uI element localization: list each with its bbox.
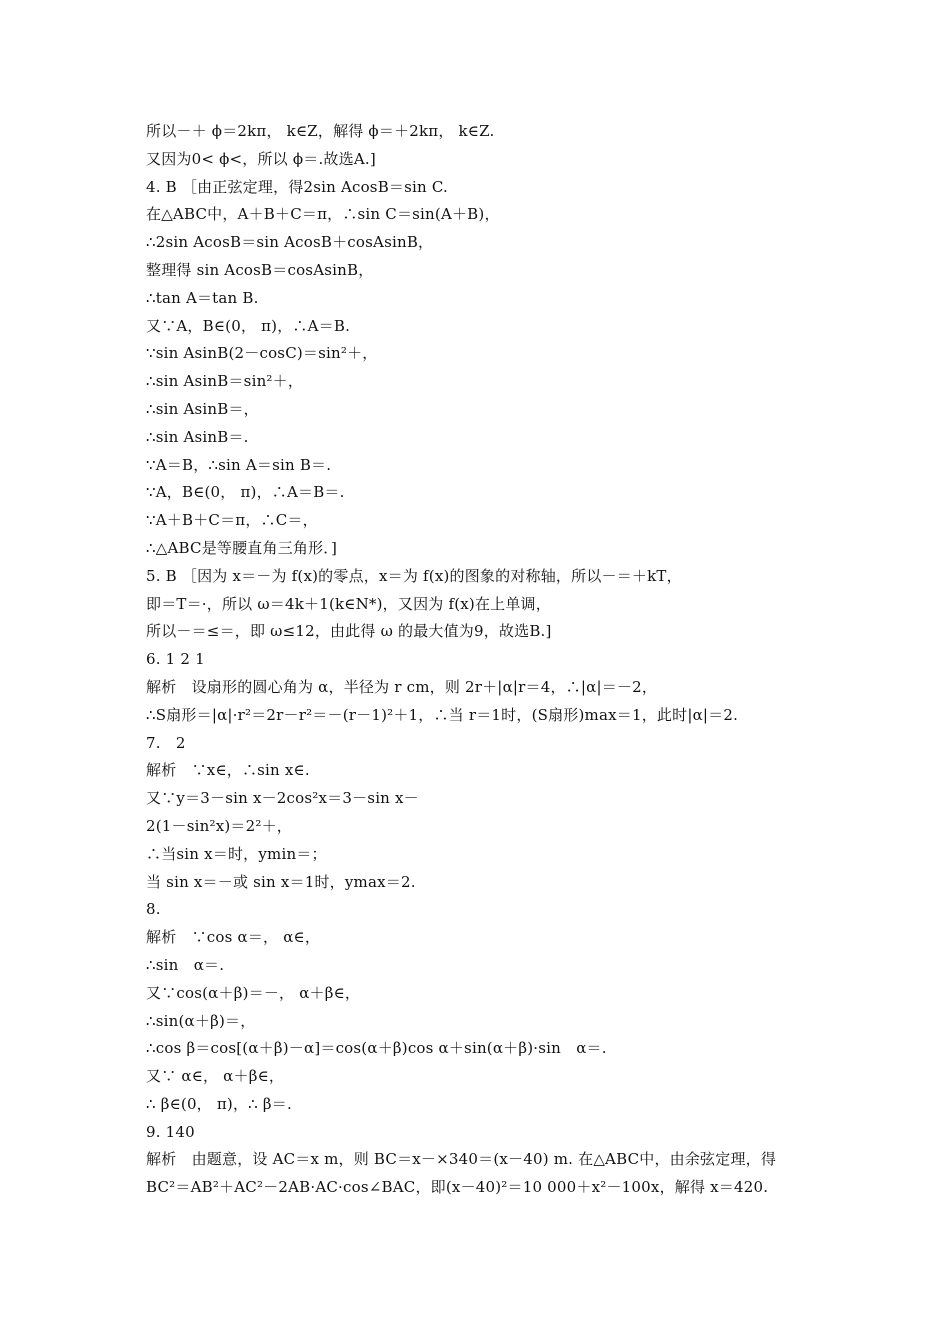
text-line: 解析 由题意，设 AC＝x m，则 BC＝x－×340＝(x－40) m. 在△ABC中，由余弦定理，得	[146, 1150, 777, 1169]
text-line: ∵A＝B，∴sin A＝sin B＝.	[146, 455, 332, 474]
text-line: ∴sin AsinB＝，	[146, 399, 259, 418]
text-line: ∵A＋B＋C＝π，∴C＝，	[146, 511, 318, 530]
text-line: 7. 2	[146, 733, 186, 752]
text-line: 6. 1 2 1	[146, 650, 205, 669]
text-line: 又∵A，B∈(0， π)，∴A＝B.	[146, 316, 351, 335]
text-line: ∴tan A＝tan B.	[146, 288, 259, 307]
text-line: 所以－＝≤＝，即 ω≤12，由此得 ω 的最大值为9，故选B.]	[146, 622, 552, 641]
text-line: ∴ β∈(0， π)，∴ β＝.	[146, 1094, 292, 1113]
text-line: 在△ABC中，A＋B＋C＝π，∴sin C＝sin(A＋B)，	[146, 205, 500, 224]
text-line: 所以－＋ ϕ＝2kπ， k∈Z，解得 ϕ＝＋2kπ， k∈Z.	[146, 122, 495, 140]
text-line: 整理得 sin AcosB＝cosAsinB，	[146, 260, 374, 279]
text-line: 5. B ［因为 x＝－为 f(x)的零点，x＝为 f(x)的图象的对称轴，所以－＝＋kT，	[146, 566, 682, 585]
text-line: 又∵y＝3－sin x－2cos²x＝3－sin x－	[146, 789, 419, 808]
text-line: 又因为0< ϕ<，所以 ϕ＝.故选A.]	[146, 149, 376, 168]
text-line: ∴sin AsinB＝sin²＋，	[146, 372, 304, 391]
solution-text	[146, 118, 846, 1202]
text-line: ∵sin AsinB(2－cosC)＝sin²＋，	[146, 344, 378, 363]
text-line: ∴sin AsinB＝.	[146, 427, 249, 446]
text-line: BC²＝AB²＋AC²－2AB·AC·cos∠BAC，即(x－40)²＝10 000＋x²－100x，解得 x＝420.	[146, 1178, 769, 1197]
text-line: 即＝T＝·，所以 ω＝4k＋1(k∈N*)，又因为 f(x)在上单调，	[146, 594, 551, 613]
text-line: 又∵ α∈， α＋β∈，	[146, 1067, 285, 1086]
text-line: 4. B ［由正弦定理，得2sin AcosB＝sin C.	[146, 177, 448, 196]
text-line: ∴S扇形＝|α|·r²＝2r－r²＝－(r－1)²＋1，∴当 r＝1时，(S扇形)max＝1，此时|α|＝2.	[146, 705, 739, 724]
text-line: 当 sin x＝－或 sin x＝1时，ymax＝2.	[146, 872, 416, 891]
text-line: 2(1－sin²x)＝2²＋，	[146, 816, 292, 835]
text-line: ∴sin α＝.	[146, 955, 225, 974]
text-line: 解析 ∵cos α＝， α∈，	[146, 928, 321, 947]
text-line: ∴△ABC是等腰直角三角形．]	[146, 538, 338, 557]
text-line: ∴2sin AcosB＝sin AcosB＋cosAsinB，	[146, 233, 434, 252]
text-line: 9. 140	[146, 1122, 195, 1141]
text-line: 又∵cos(α＋β)＝－， α＋β∈，	[146, 983, 361, 1002]
text-line: ∴当sin x＝时，ymin＝；	[146, 844, 327, 863]
text-line: ∴sin(α＋β)＝，	[146, 1011, 256, 1030]
text-line: ∴cos β＝cos[(α＋β)－α]＝cos(α＋β)cos α＋sin(α＋β)·sin α＝.	[146, 1039, 607, 1058]
text-line: 解析 设扇形的圆心角为 α，半径为 r cm，则 2r＋|α|r＝4，∴|α|＝－2，	[146, 677, 658, 696]
text-line: 解析 ∵x∈，∴sin x∈.	[146, 761, 310, 780]
text-line: ∵A，B∈(0， π)，∴A＝B＝.	[146, 483, 345, 502]
text-line: 8.	[146, 900, 161, 919]
